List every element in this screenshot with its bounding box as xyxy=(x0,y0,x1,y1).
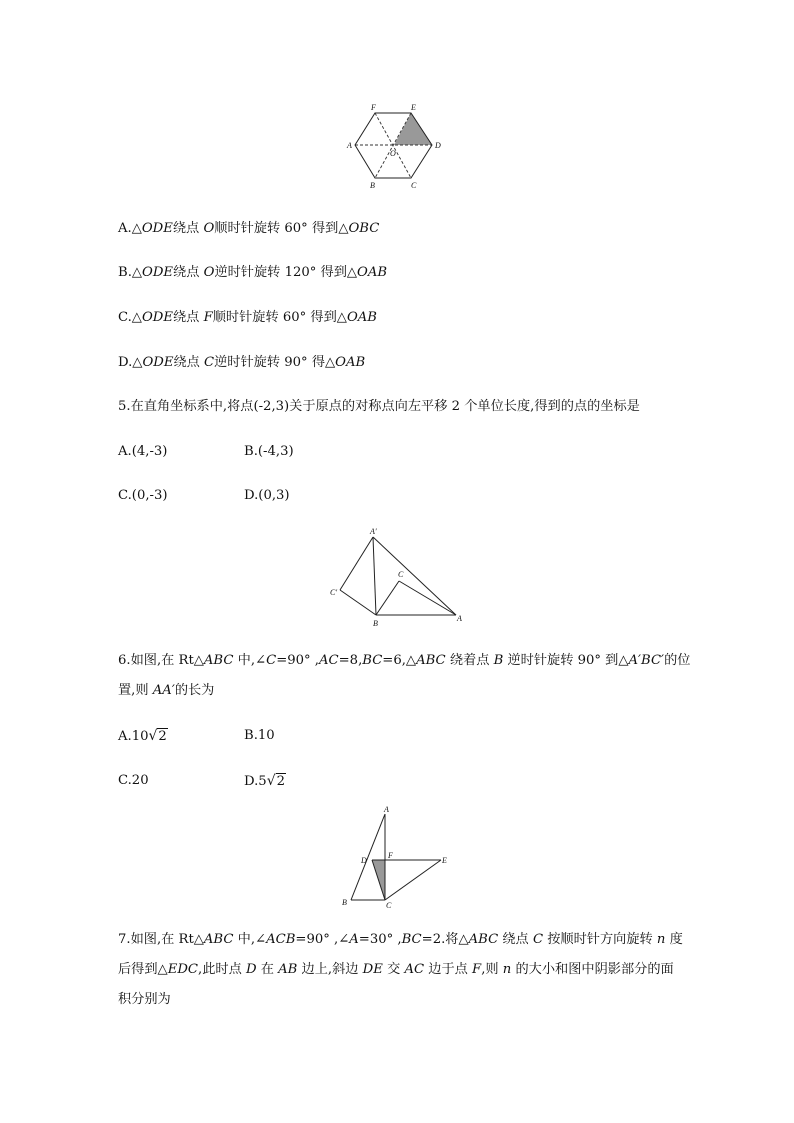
q7-t: =30° , xyxy=(358,932,402,947)
q6-t: AA′ xyxy=(152,683,175,698)
q4-d-triangle: ODE xyxy=(142,355,174,370)
label-a: A xyxy=(347,141,352,150)
q6-t: 6.如图,在 Rt△ xyxy=(118,653,204,668)
q7-t: BC xyxy=(401,932,422,947)
q4-c-mid: 绕点 xyxy=(172,310,204,325)
q7-t: ,则 xyxy=(481,962,503,977)
label-c: C xyxy=(386,901,392,910)
q7-stem-line2 xyxy=(118,961,674,979)
seg-c-a xyxy=(399,581,456,615)
q7-t: 边上,斜边 xyxy=(297,962,363,977)
q6-rotation-figure xyxy=(328,525,473,630)
q7-t: 按顺时针方向旋转 xyxy=(543,932,657,947)
sqrt-symbol: √ xyxy=(148,728,158,744)
q4-b-point: O xyxy=(203,265,215,280)
q5-stem: 5.在直角坐标系中,将点(-2,3)关于原点的对称点向左平移 2 个单位长度,得到的点的坐标是 xyxy=(118,399,640,414)
label-c: C xyxy=(411,181,417,190)
label-d: D xyxy=(361,856,367,865)
q7-t: D xyxy=(245,962,257,977)
q5-option-a: A.(4,-3) xyxy=(118,444,168,459)
q6-stem-line2 xyxy=(118,682,214,700)
q7-t: 的大小和图中阴影部分的面 xyxy=(511,962,674,977)
q6-d-radicand: 2 xyxy=(276,774,285,789)
q7-t: 绕点 xyxy=(498,932,533,947)
q6-option-d xyxy=(244,772,286,791)
q7-t: 交 xyxy=(382,962,405,977)
q7-t: DE xyxy=(362,962,383,977)
seg-a-b xyxy=(351,814,385,900)
q4-c-rotation: 顺时针旋转 60° 得到△ xyxy=(212,310,347,325)
hexagon-figure xyxy=(345,100,445,195)
seg-ap-cp xyxy=(340,537,373,590)
q6-a-radicand: 2 xyxy=(158,729,167,744)
q6-t: =8, xyxy=(338,653,363,668)
q7-stem-line3: 积分别为 xyxy=(118,992,171,1007)
q6-t: ABC xyxy=(416,653,446,668)
seg-ap-a xyxy=(373,537,456,615)
q6-d-text: D.5 xyxy=(244,774,267,789)
q6-t: 的长为 xyxy=(174,683,215,698)
q7-t: AB xyxy=(278,962,298,977)
q4-c-result: OAB xyxy=(346,310,377,325)
label-e: E xyxy=(442,856,447,865)
q4-c-triangle: ODE xyxy=(141,310,173,325)
q4-d-mid: 绕点 xyxy=(173,355,205,370)
q7-t: n xyxy=(502,962,512,977)
label-a-prime: A′ xyxy=(370,527,377,536)
label-a: A xyxy=(384,805,389,814)
q6-t: BC xyxy=(362,653,383,668)
q7-t: 度 xyxy=(665,932,683,947)
q4-a-rotation: 顺时针旋转 60° 得到△ xyxy=(214,221,349,236)
q5-option-c: C.(0,-3) xyxy=(118,488,168,503)
q6-option-b: B.10 xyxy=(244,728,275,743)
label-b: B xyxy=(370,181,375,190)
sqrt-symbol: √ xyxy=(266,773,276,789)
q4-option-c xyxy=(118,309,377,327)
q4-a-mid: 绕点 xyxy=(172,221,204,236)
label-d: D xyxy=(435,141,441,150)
label-b: B xyxy=(373,619,378,628)
q4-d-prefix: D.△ xyxy=(118,355,143,370)
q7-t: =90° ,∠ xyxy=(295,932,350,947)
q4-option-d xyxy=(118,354,365,372)
q6-t: =90° , xyxy=(276,653,319,668)
q7-t: 边于点 xyxy=(424,962,473,977)
q4-d-result: OAB xyxy=(335,355,366,370)
q6-t: AC xyxy=(319,653,339,668)
q7-t: C xyxy=(532,932,544,947)
q7-t: ,此时点 xyxy=(198,962,246,977)
q7-t: AC xyxy=(404,962,425,977)
q7-t: F xyxy=(472,962,482,977)
q4-option-b xyxy=(118,264,387,282)
q6-stem-line1 xyxy=(118,652,690,670)
q4-c-prefix: C.△ xyxy=(118,310,142,325)
q7-t: n xyxy=(656,932,666,947)
label-o: O xyxy=(390,149,396,158)
seg-b-c xyxy=(376,581,399,615)
shaded-triangle-ode xyxy=(394,113,432,145)
q6-option-a xyxy=(118,727,168,746)
label-f: F xyxy=(388,851,393,860)
q4-b-result: OAB xyxy=(357,265,388,280)
q6-t: 绕着点 xyxy=(445,653,494,668)
q6-a-text: A.10 xyxy=(118,729,149,744)
q7-t: ABC xyxy=(203,932,234,947)
q4-a-point: O xyxy=(203,221,215,236)
q6-t: 逆时针旋转 90° 到△ xyxy=(503,653,629,668)
q6-t: C xyxy=(266,653,277,668)
q7-t: ABC xyxy=(468,932,499,947)
q7-t: ACB xyxy=(266,932,296,947)
q7-t: 后得到△ xyxy=(118,962,168,977)
q4-b-mid: 绕点 xyxy=(173,265,204,280)
q6-t: 中,∠ xyxy=(233,653,267,668)
label-a: A xyxy=(457,614,462,623)
q7-t: EDC xyxy=(167,962,199,977)
q6-t: B xyxy=(493,653,504,668)
label-f: F xyxy=(371,103,376,112)
q4-a-prefix: A.△ xyxy=(118,221,142,236)
q7-stem-line1 xyxy=(118,931,683,949)
q4-b-triangle: ODE xyxy=(142,265,174,280)
q6-t: A′BC′ xyxy=(628,653,665,668)
q6-t: 置,则 xyxy=(118,683,153,698)
q4-b-prefix: B.△ xyxy=(118,265,143,280)
q6-t: =6,△ xyxy=(382,653,417,668)
q5-option-b: B.(-4,3) xyxy=(244,444,294,459)
q7-rotation-figure xyxy=(338,805,453,910)
q6-t: ABC xyxy=(203,653,234,668)
q4-a-result: OBC xyxy=(348,221,380,236)
q6-t: 的位 xyxy=(664,653,691,668)
seg-cp-b xyxy=(340,590,376,615)
seg-ap-b xyxy=(373,537,376,615)
label-c-prime: C′ xyxy=(330,588,338,597)
q4-a-triangle: ODE xyxy=(141,221,173,236)
seg-e-c xyxy=(385,860,441,900)
label-c: C xyxy=(398,570,404,579)
q4-d-point: C xyxy=(204,355,215,370)
q4-b-rotation: 逆时针旋转 120° 得到△ xyxy=(214,265,358,280)
q4-c-point: F xyxy=(203,310,213,325)
q7-t: 7.如图,在 Rt△ xyxy=(118,932,204,947)
q7-t: A xyxy=(349,932,359,947)
q7-t: 中,∠ xyxy=(233,932,267,947)
q7-t: =2.将△ xyxy=(421,932,469,947)
q6-option-c: C.20 xyxy=(118,773,149,788)
label-e: E xyxy=(411,103,416,112)
q4-d-rotation: 逆时针旋转 90° 得△ xyxy=(214,355,336,370)
q7-t: 在 xyxy=(256,962,279,977)
q5-option-d: D.(0,3) xyxy=(244,488,290,503)
q4-option-a xyxy=(118,220,379,238)
label-b: B xyxy=(342,898,347,907)
